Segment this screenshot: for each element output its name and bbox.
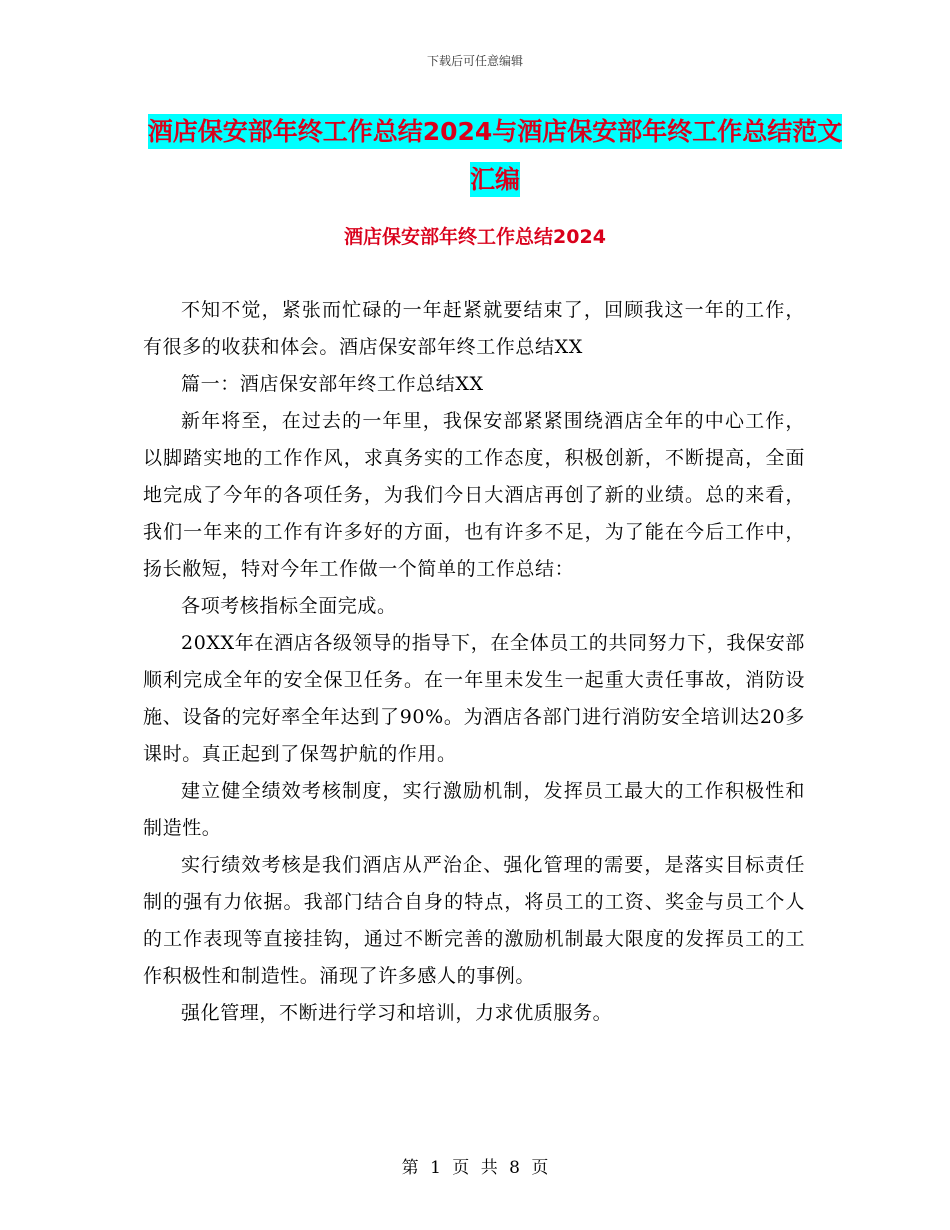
paragraph: 强化管理，不断进行学习和培训，力求优质服务。: [181, 1002, 613, 1024]
document-title-text: 酒店保安部年终工作总结2024与酒店保安部年终工作总结范文汇编: [148, 114, 843, 197]
paragraph: 建立健全绩效考核制度，实行激励机制，发挥员工最大的工作积极性和制造性。: [143, 780, 805, 839]
document-title: [140, 108, 850, 204]
paragraph: 新年将至，在过去的一年里，我保安部紧紧围绕酒店全年的中心工作，以脚踏实地的工作作风，求真务实的工作态度，积极创新，不断提高，全面地完成了今年的各项任务，为我们今日大酒店再创了新的业绩。总的来看，我们一年来的工作有许多好的方面，也有许多不足，为了能在今后工作中，扬长敝短，特对今年工作做一个简单的工作总结：: [143, 410, 805, 580]
page-footer: 第 1 页 共 8 页: [401, 1158, 549, 1178]
paragraph: 不知不觉，紧张而忙碌的一年赶紧就要结束了，回顾我这一年的工作，有很多的收获和体会。酒店保安部年终工作总结XX: [143, 299, 805, 358]
paragraph: 实行绩效考核是我们酒店从严治企、强化管理的需要，是落实目标责任制的强有力依据。我部门结合自身的特点，将员工的工资、奖金与员工个人的工作表现等直接挂钩，通过不断完善的激励机制最大限度的发挥员工的工作积极性和制造性。涌现了许多感人的事例。: [143, 854, 805, 987]
page-header-note: 下载后可任意编辑: [426, 54, 523, 68]
section-title: 酒店保安部年终工作总结2024: [344, 226, 606, 248]
paragraph: 篇一：酒店保安部年终工作总结XX: [181, 373, 484, 395]
paragraph: 各项考核指标全面完成。: [181, 595, 397, 617]
document-body: [143, 292, 805, 1032]
paragraph: 20XX年在酒店各级领导的指导下，在全体员工的共同努力下，我保安部顺利完成全年的安全保卫任务。在一年里未发生一起重大责任事故，消防设施、设备的完好率全年达到了90%。为酒店各部门进行消防安全培训达20多课时。真正起到了保驾护航的作用。: [143, 632, 805, 765]
